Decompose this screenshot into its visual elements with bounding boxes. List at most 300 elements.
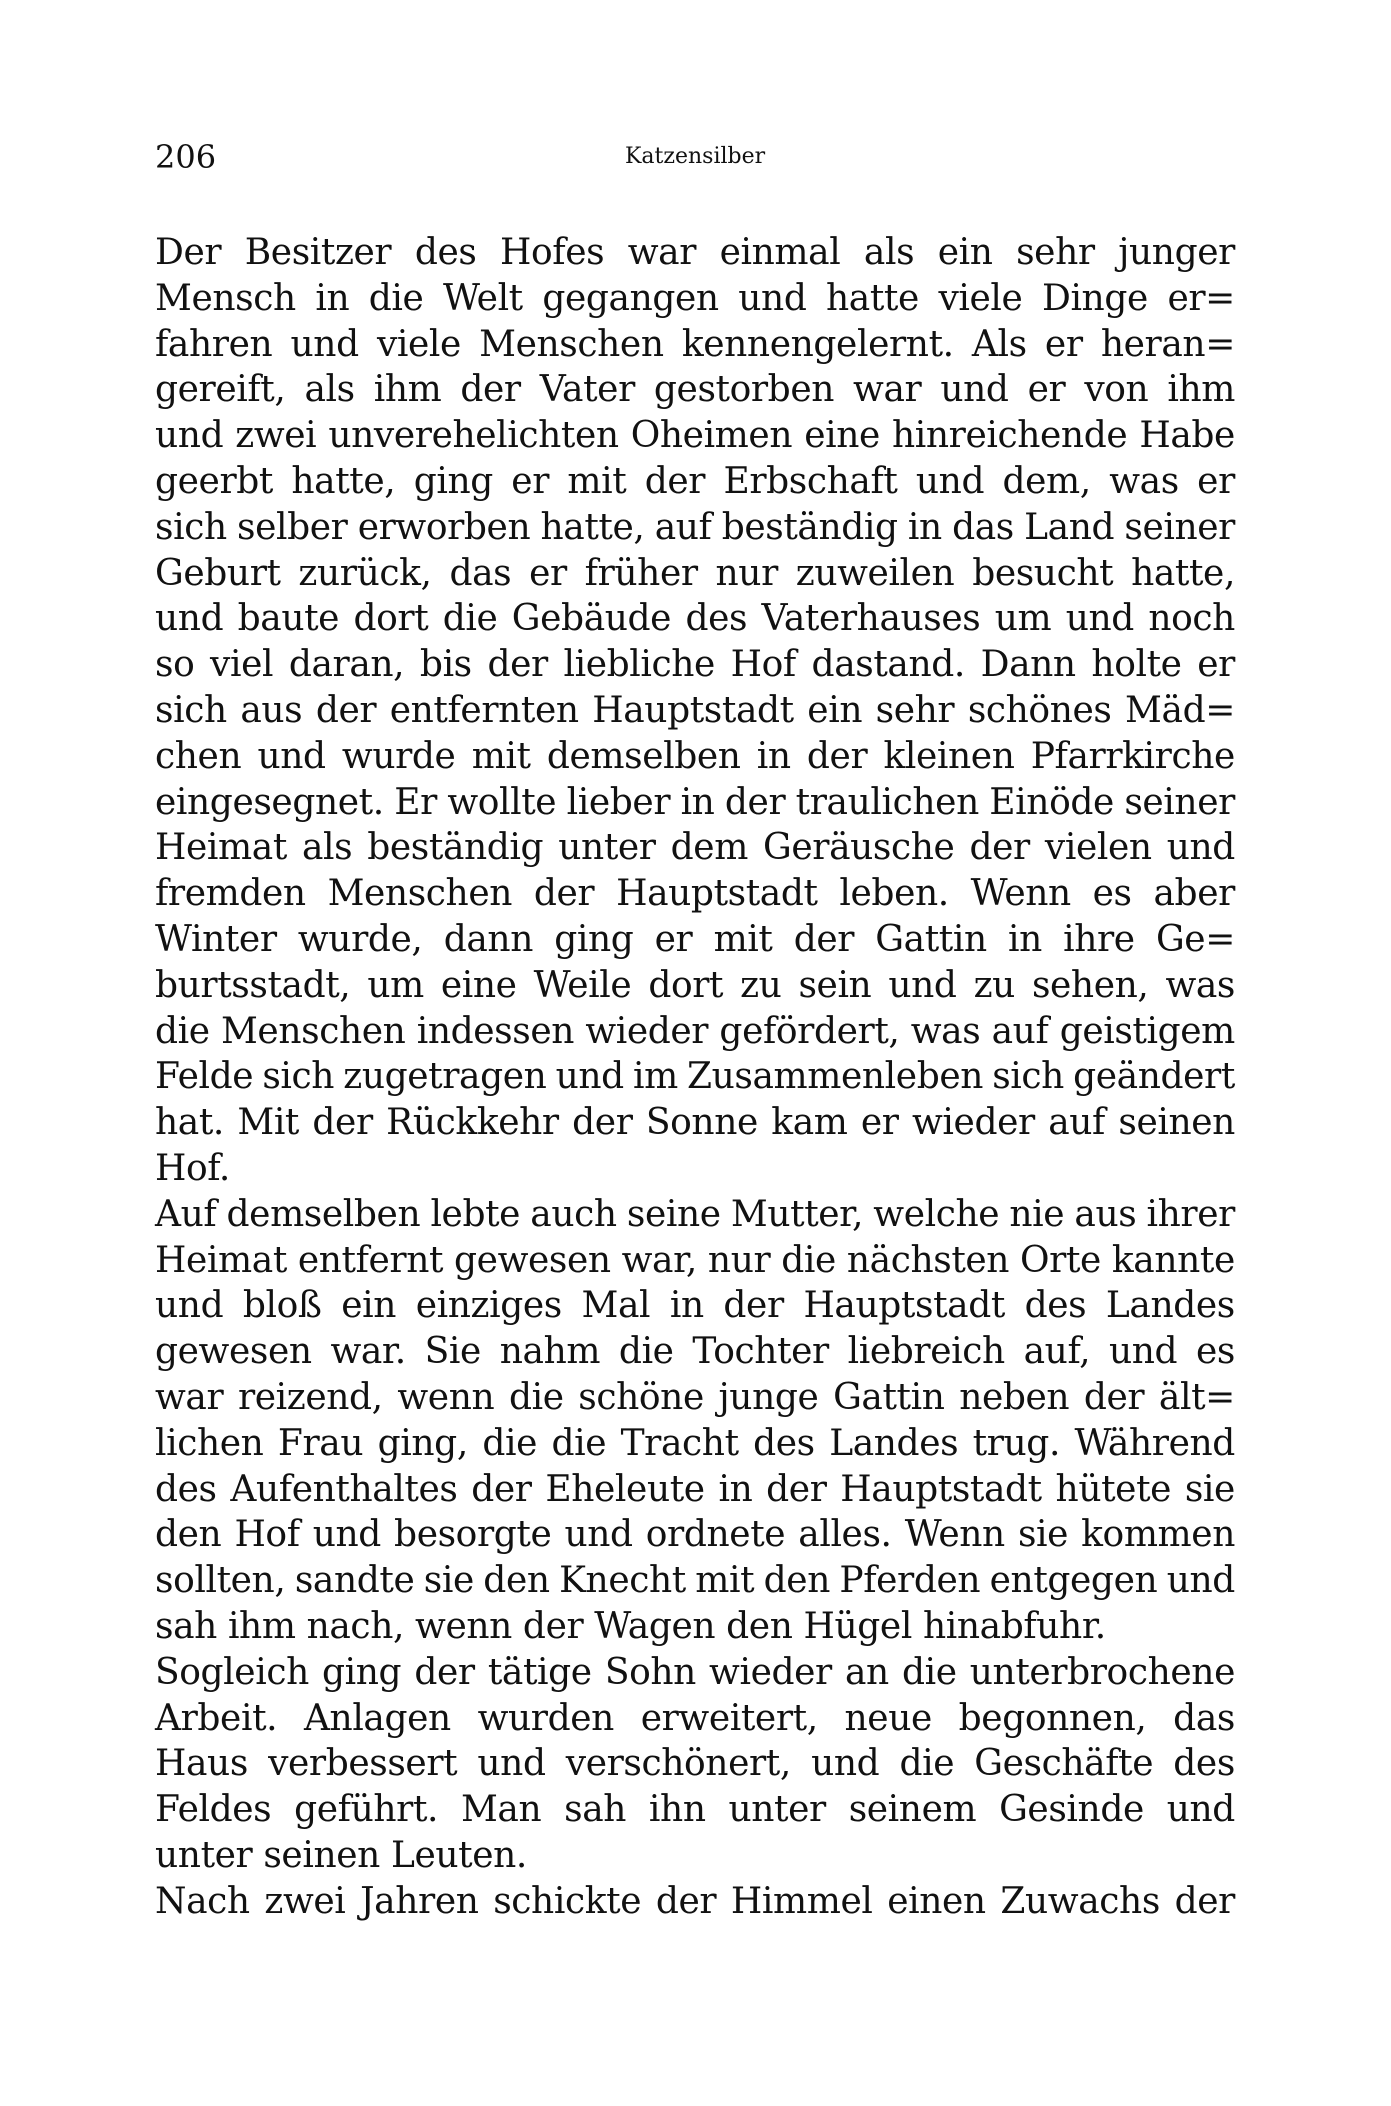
word: Welt	[443, 277, 523, 319]
word: Gebäude	[511, 598, 672, 640]
word: in	[756, 735, 791, 777]
word: Als	[971, 323, 1027, 365]
word: nahm	[499, 1331, 601, 1373]
word: sich	[155, 506, 227, 548]
word: im	[632, 1056, 678, 1098]
word: er	[1197, 460, 1235, 502]
text-line	[155, 825, 1235, 871]
word: und	[555, 1056, 624, 1098]
text-line	[155, 1009, 1235, 1055]
text-line	[155, 1558, 1235, 1604]
word: neue	[844, 1697, 932, 1739]
word: Sohn	[604, 1651, 696, 1693]
word: Gattin	[833, 1376, 945, 1418]
word: es	[1196, 1331, 1235, 1373]
word: er	[1197, 644, 1235, 686]
text-line	[155, 551, 1235, 597]
word: als	[301, 827, 353, 869]
word: Felde	[155, 1056, 254, 1098]
word: nächsten	[846, 1239, 1010, 1281]
word: trug.	[972, 1422, 1060, 1464]
word: Während	[1074, 1422, 1235, 1464]
word: Pfarrkirche	[1030, 735, 1235, 777]
word: er	[1044, 323, 1083, 365]
word: Mäd=	[1125, 689, 1235, 731]
word: beständig	[367, 827, 544, 869]
word: besorgte	[394, 1514, 552, 1556]
word: mit	[567, 460, 627, 502]
word: sie	[423, 1560, 474, 1602]
word: Wenn	[970, 873, 1071, 915]
word: erworben	[357, 506, 531, 548]
word: und	[290, 323, 359, 365]
word: Himmel	[730, 1880, 873, 1922]
word: zurück,	[298, 552, 432, 594]
word: um	[994, 598, 1052, 640]
word: nie	[1009, 1193, 1065, 1235]
text-line	[155, 1146, 1235, 1192]
word: Erbschaft	[723, 460, 898, 502]
word: Man	[460, 1789, 542, 1831]
word: begonnen,	[958, 1697, 1147, 1739]
word: Hof	[730, 644, 796, 686]
word: reizend,	[237, 1376, 383, 1418]
word: geändert	[1073, 1056, 1235, 1098]
word: der	[460, 369, 521, 411]
word: Rückkehr	[386, 1102, 559, 1144]
word: lieber	[566, 781, 671, 823]
text-line	[155, 1650, 1235, 1696]
word: gewesen	[155, 1331, 312, 1373]
word: Frau	[277, 1422, 364, 1464]
word: der	[1174, 1880, 1235, 1922]
word: er	[860, 1102, 899, 1144]
word: der	[766, 1468, 827, 1510]
word: hütete	[1055, 1468, 1172, 1510]
word: den	[763, 1560, 830, 1602]
word: seiner	[1124, 781, 1235, 823]
word: die	[442, 598, 498, 640]
word: Besitzer	[244, 232, 392, 273]
word: und	[811, 1743, 880, 1785]
word: sandte	[294, 1560, 415, 1602]
word: eine	[440, 964, 517, 1006]
word: junge	[718, 1376, 819, 1418]
word: des	[685, 598, 748, 640]
word: dem,	[1002, 460, 1091, 502]
word: Landes	[1105, 1285, 1235, 1327]
word: noch	[1148, 598, 1235, 640]
word: Wagen	[594, 1605, 716, 1647]
word: bis	[419, 644, 472, 686]
word: hat.	[155, 1102, 224, 1144]
text-line	[155, 367, 1235, 413]
word: dastand.	[811, 644, 965, 686]
word: Oheimen	[630, 415, 793, 457]
word: viele	[938, 277, 1023, 319]
word: besucht	[972, 552, 1114, 594]
word: und	[477, 1743, 546, 1785]
word: hatte,	[540, 506, 645, 548]
word: zuweilen	[795, 552, 955, 594]
word: Hauptstadt	[803, 1285, 1005, 1327]
word: Nach	[155, 1880, 250, 1922]
word: lichen	[155, 1422, 264, 1464]
word: Hofes	[500, 232, 605, 273]
text-line	[155, 780, 1235, 826]
word: in	[907, 506, 942, 548]
word: Menschen	[220, 1010, 406, 1052]
word: zwei	[235, 415, 317, 457]
text-line	[155, 1192, 1235, 1238]
text-line	[155, 459, 1235, 505]
word: entfernten	[389, 689, 579, 731]
word: war	[155, 1376, 224, 1418]
word: liebreich	[847, 1331, 1005, 1373]
word: Hügel	[803, 1605, 912, 1647]
word: die	[899, 1743, 955, 1785]
word: gefördert,	[719, 1010, 900, 1052]
word: hinabfuhr.	[922, 1605, 1106, 1647]
word: ihre	[1063, 918, 1135, 960]
word: Eheleute	[545, 1468, 705, 1510]
word: vielen	[1044, 827, 1152, 869]
word: der	[312, 1102, 373, 1144]
word: und	[940, 369, 1009, 411]
text-line	[155, 1054, 1235, 1100]
word: sehr	[875, 689, 955, 731]
word: kommen	[1081, 1514, 1235, 1556]
text-line	[155, 1100, 1235, 1146]
word: sah	[564, 1789, 627, 1831]
text-line	[155, 1512, 1235, 1558]
word: fremden	[155, 873, 306, 915]
word: Mensch	[155, 277, 296, 319]
text-line	[155, 734, 1235, 780]
word: und	[1166, 1789, 1235, 1831]
word: Mal	[581, 1285, 651, 1327]
word: baute	[237, 598, 340, 640]
word: mit	[713, 918, 773, 960]
word: wenn	[397, 1376, 495, 1418]
word: leben.	[839, 873, 949, 915]
word: demselben	[546, 735, 741, 777]
word: war	[853, 369, 922, 411]
word: dann	[443, 918, 533, 960]
word: Feldes	[155, 1789, 272, 1831]
text-line	[155, 1879, 1235, 1925]
text-line	[155, 688, 1235, 734]
word: früher	[584, 552, 698, 594]
word: was	[910, 1010, 981, 1052]
word: ihn	[648, 1789, 706, 1831]
word: viel	[210, 644, 274, 686]
word: Anlagen	[303, 1697, 451, 1739]
word: unter	[558, 827, 656, 869]
word: sie	[1017, 1514, 1069, 1556]
word: ihm	[373, 369, 442, 411]
word: das	[449, 552, 512, 594]
word: unter	[728, 1789, 826, 1831]
word: Hof.	[155, 1147, 230, 1189]
word: geerbt	[155, 460, 273, 502]
word: heran=	[1100, 323, 1235, 365]
word: sich	[155, 689, 227, 731]
word: und	[1166, 827, 1235, 869]
word: und	[1065, 598, 1134, 640]
word: Vater	[539, 369, 635, 411]
text-line	[155, 963, 1235, 1009]
word: kam	[771, 1102, 848, 1144]
word: der	[969, 827, 1030, 869]
text-line	[155, 917, 1235, 963]
word: Gattin	[875, 918, 987, 960]
word: sah	[155, 1605, 217, 1647]
word: der	[572, 1102, 633, 1144]
word: Heimat	[155, 827, 287, 869]
word: in	[669, 1285, 704, 1327]
word: chen	[155, 735, 242, 777]
word: Sogleich	[155, 1651, 309, 1693]
word: auf,	[1023, 1331, 1091, 1373]
running-head: Katzensilber	[625, 144, 766, 169]
word: des	[155, 1468, 217, 1510]
word: ging	[322, 1651, 402, 1693]
word: Geräusche	[763, 827, 955, 869]
word: ihm	[227, 1605, 296, 1647]
text-line	[155, 642, 1235, 688]
word: Vaterhauses	[761, 598, 981, 640]
text-line	[155, 276, 1235, 322]
word: der	[471, 1468, 532, 1510]
word: hatte	[826, 277, 919, 319]
text-line	[155, 1283, 1235, 1329]
word: fahren	[155, 323, 273, 365]
word: des	[1173, 1743, 1235, 1785]
word: Winter	[155, 918, 277, 960]
text-line	[155, 1238, 1235, 1284]
word: es	[1092, 873, 1132, 915]
word: sich	[992, 1056, 1064, 1098]
body-text	[155, 230, 1235, 1924]
word: dort	[648, 964, 724, 1006]
word: Landes	[829, 1422, 959, 1464]
word: er=	[1167, 277, 1235, 319]
text-line	[155, 1421, 1235, 1467]
text-line	[155, 1604, 1235, 1650]
word: Dann	[980, 644, 1076, 686]
word: als	[304, 369, 355, 411]
word: und	[564, 1514, 633, 1556]
word: den	[483, 1560, 550, 1602]
word: der	[487, 644, 548, 686]
word: seinen	[1118, 1102, 1235, 1144]
word: die	[508, 1376, 564, 1418]
page-header	[155, 138, 1235, 178]
word: von	[1084, 369, 1149, 411]
word: aus	[1074, 1193, 1137, 1235]
word: und	[915, 460, 985, 502]
word: was	[1165, 964, 1235, 1006]
word: ält=	[1158, 1376, 1235, 1418]
word: ein	[341, 1285, 397, 1327]
word: kannte	[1111, 1239, 1235, 1281]
word: des	[1024, 1285, 1087, 1327]
word: in	[315, 277, 350, 319]
word: der	[1083, 1376, 1145, 1418]
word: beständig	[721, 506, 898, 548]
word: zugetragen	[343, 1056, 547, 1098]
word: ein	[937, 232, 993, 273]
word: demselben	[226, 1193, 421, 1235]
word: in	[680, 781, 715, 823]
word: war.	[330, 1331, 406, 1373]
word: Sonne	[645, 1102, 758, 1144]
word: entgegen	[989, 1560, 1158, 1602]
word: aber	[1153, 873, 1235, 915]
word: indessen	[416, 1010, 575, 1052]
word: an	[844, 1651, 889, 1693]
word: verbessert	[268, 1743, 458, 1785]
word: Dinge	[1041, 277, 1148, 319]
word: Leuten.	[390, 1834, 527, 1876]
word: unterbrochene	[969, 1651, 1235, 1693]
word: auf	[1048, 1102, 1105, 1144]
word: Hauptstadt	[592, 689, 794, 731]
word: Zuwachs	[1000, 1880, 1160, 1922]
word: gewesen	[454, 1239, 611, 1281]
word: daran,	[288, 644, 405, 686]
word: der	[533, 873, 595, 915]
word: war	[627, 232, 697, 273]
word: Weile	[533, 964, 632, 1006]
word: Der	[155, 232, 222, 273]
word: holte	[1091, 644, 1182, 686]
word: zwei	[264, 1880, 346, 1922]
word: eine	[804, 415, 880, 457]
word: welche	[873, 1193, 1000, 1235]
word: Habe	[1139, 415, 1235, 457]
word: kennengelernt.	[681, 323, 954, 365]
word: Tochter	[692, 1331, 829, 1373]
word: der	[793, 918, 855, 960]
word: der	[723, 1285, 784, 1327]
word: lebte	[430, 1193, 521, 1235]
word: den	[155, 1514, 222, 1556]
word: die	[901, 1651, 957, 1693]
word: das	[952, 506, 1014, 548]
word: seinem	[848, 1789, 977, 1831]
word: er	[529, 552, 567, 594]
word: eingesegnet.	[155, 781, 384, 823]
word: Gesinde	[999, 1789, 1144, 1831]
word: und	[312, 1514, 381, 1556]
word: Arbeit.	[155, 1697, 278, 1739]
word: einmal	[719, 232, 841, 273]
word: der	[806, 735, 868, 777]
word: auf	[654, 506, 712, 548]
text-line	[155, 1833, 1235, 1879]
word: in	[718, 1468, 753, 1510]
word: ging,	[377, 1422, 468, 1464]
word: der	[414, 1651, 475, 1693]
word: des	[753, 1422, 815, 1464]
word: und	[738, 277, 807, 319]
word: einziges	[415, 1285, 562, 1327]
word: Hof	[234, 1514, 300, 1556]
word: wollte	[447, 781, 557, 823]
word: Sie	[424, 1331, 481, 1373]
word: als	[863, 232, 915, 273]
text-line	[155, 1696, 1235, 1742]
text-line	[155, 596, 1235, 642]
word: neben	[959, 1376, 1070, 1418]
word: ging	[413, 460, 493, 502]
word: den	[726, 1605, 793, 1647]
word: nur	[707, 1239, 771, 1281]
word: er	[511, 460, 550, 502]
word: nach,	[306, 1605, 405, 1647]
word: in	[1007, 918, 1042, 960]
word: wieder	[585, 1010, 709, 1052]
word: der	[644, 460, 706, 502]
word: gegangen	[542, 277, 719, 319]
word: geistigem	[1059, 1010, 1235, 1052]
word: wieder	[709, 1651, 832, 1693]
word: Knecht	[559, 1560, 686, 1602]
text-line	[155, 322, 1235, 368]
text-line	[155, 1787, 1235, 1833]
word: entfernt	[297, 1239, 444, 1281]
text-line	[155, 1741, 1235, 1787]
word: der	[315, 689, 377, 731]
page-number: 206	[155, 138, 217, 176]
word: dort	[353, 598, 429, 640]
word: Haus	[155, 1743, 248, 1785]
word: hatte,	[291, 460, 396, 502]
word: der	[724, 781, 786, 823]
word: schönes	[967, 689, 1112, 731]
word: Hauptstadt	[840, 1468, 1042, 1510]
text-line	[155, 1467, 1235, 1513]
word: Land	[1024, 506, 1115, 548]
word: und	[888, 964, 957, 1006]
word: des	[414, 232, 477, 273]
word: Orte	[1020, 1239, 1101, 1281]
word: wenn	[415, 1605, 512, 1647]
text-line	[155, 871, 1235, 917]
text-line	[155, 413, 1235, 459]
word: nur	[715, 552, 778, 594]
word: kleinen	[883, 735, 1015, 777]
word: unverehelichten	[328, 415, 619, 457]
word: Mit	[237, 1102, 300, 1144]
word: traulichen	[795, 781, 979, 823]
word: war,	[621, 1239, 697, 1281]
word: wurden	[477, 1697, 614, 1739]
text-line	[155, 1375, 1235, 1421]
word: ging	[554, 918, 634, 960]
text-line	[155, 230, 1235, 276]
word: sollten,	[155, 1560, 286, 1602]
text-line	[155, 1329, 1235, 1375]
word: selber	[237, 506, 348, 548]
word: sich	[262, 1056, 335, 1098]
word: gereift,	[155, 369, 286, 411]
word: er	[1027, 369, 1066, 411]
word: er	[654, 918, 693, 960]
word: Aufenthaltes	[230, 1468, 458, 1510]
